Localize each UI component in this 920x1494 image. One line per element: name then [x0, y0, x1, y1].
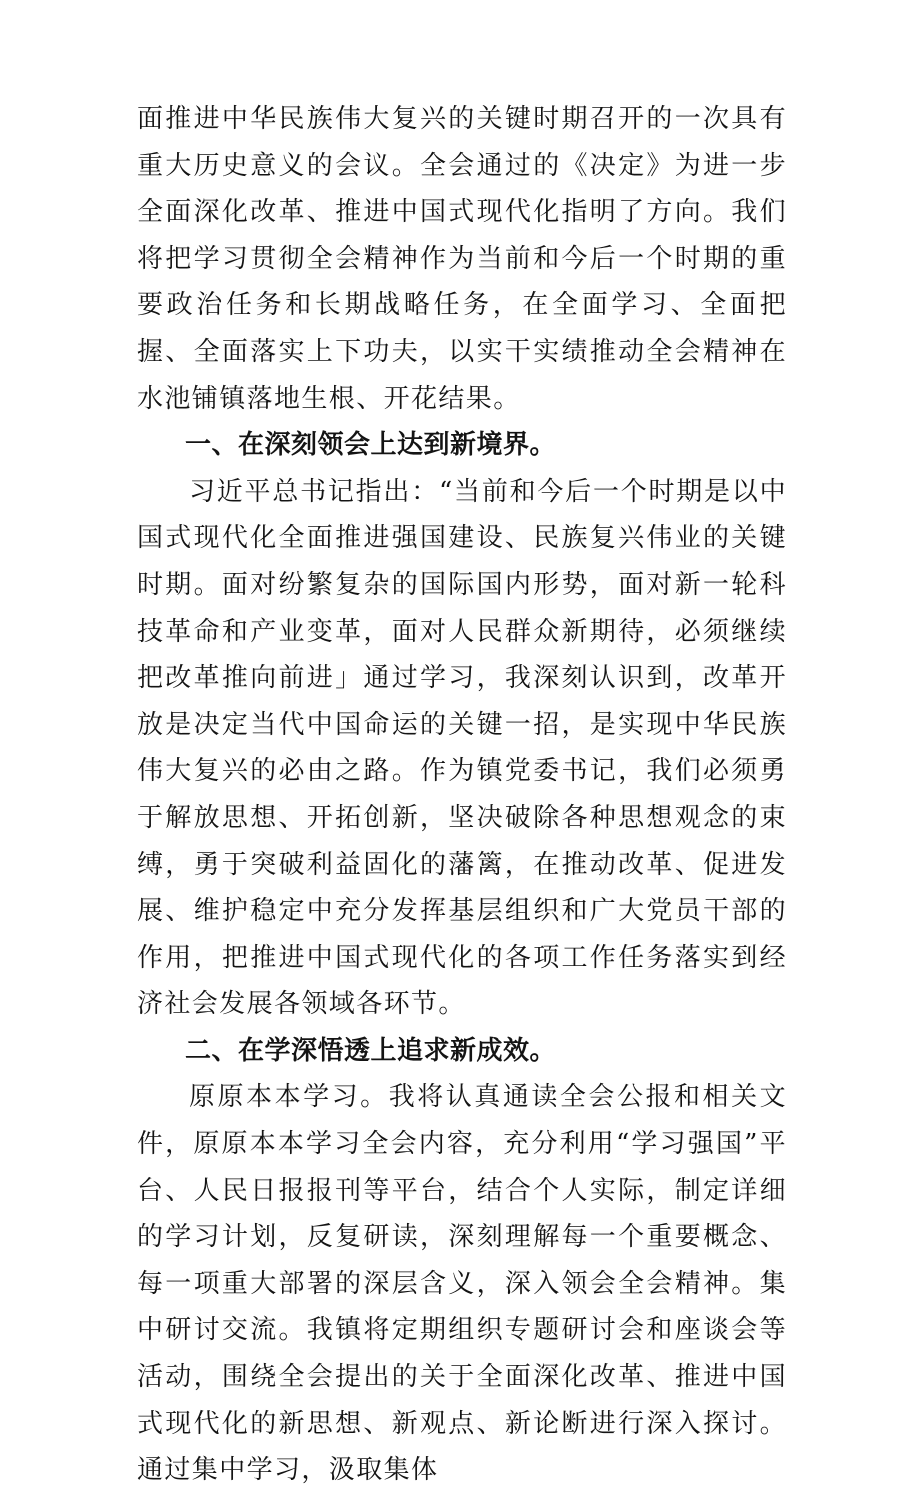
paragraph-section-2: 原原本本学习。我将认真通读全会公报和相关文件，原原本本学习全会内容，充分利用“学习强国”平台、人民日报报刊等平台，结合个人实际，制定详细的学习计划，反复研读，深刻理解每一个重要概念、每一项重大部署的深层含义，深入领会全会精神。集中研讨交流。我镇将定期组织专题研讨会和座谈会等活动，围绕全会提出的关于全面深化改革、推进中国式现代化的新思想、新观点、新论断进行深入探讨。通过集中学习，汲取集体: [137, 1082, 787, 1486]
section-heading-1: 一、在深刻领会上达到新境界。: [185, 430, 557, 461]
paragraph-intro: 面推进中华民族伟大复兴的关键时期召开的一次具有重大历史意义的会议。全会通过的《决定》为进一步全面深化改革、推进中国式现代化指明了方向。我们将把学习贯彻全会精神作为当前和今后一个时期的重要政治任务和长期战略任务，在全面学习、全面把握、全面落实上下功夫，以实干实绩推动全会精神在水池铺镇落地生根、开花结果。: [137, 104, 787, 414]
paragraph-section-1: 习近平总书记指出：“当前和今后一个时期是以中国式现代化全面推进强国建设、民族复兴伟业的关键时期。面对纷繁复杂的国际国内形势，面对新一轮科技革命和产业变革，面对人民群众新期待，必须继续把改革推向前进」通过学习，我深刻认识到，改革开放是决定当代中国命运的关键一招，是实现中华民族伟大复兴的必由之路。作为镇党委书记，我们必须勇于解放思想、开拓创新，坚决破除各种思想观念的束缚，勇于突破利益固化的藩篱，在推动改革、促进发展、维护稳定中充分发挥基层组织和广大党员干部的作用，把推进中国式现代化的各项工作任务落实到经济社会发展各领域各环节。: [137, 476, 787, 1020]
document-body: [137, 96, 787, 1494]
section-heading-2: 二、在学深悟透上追求新成效。: [185, 1035, 557, 1066]
